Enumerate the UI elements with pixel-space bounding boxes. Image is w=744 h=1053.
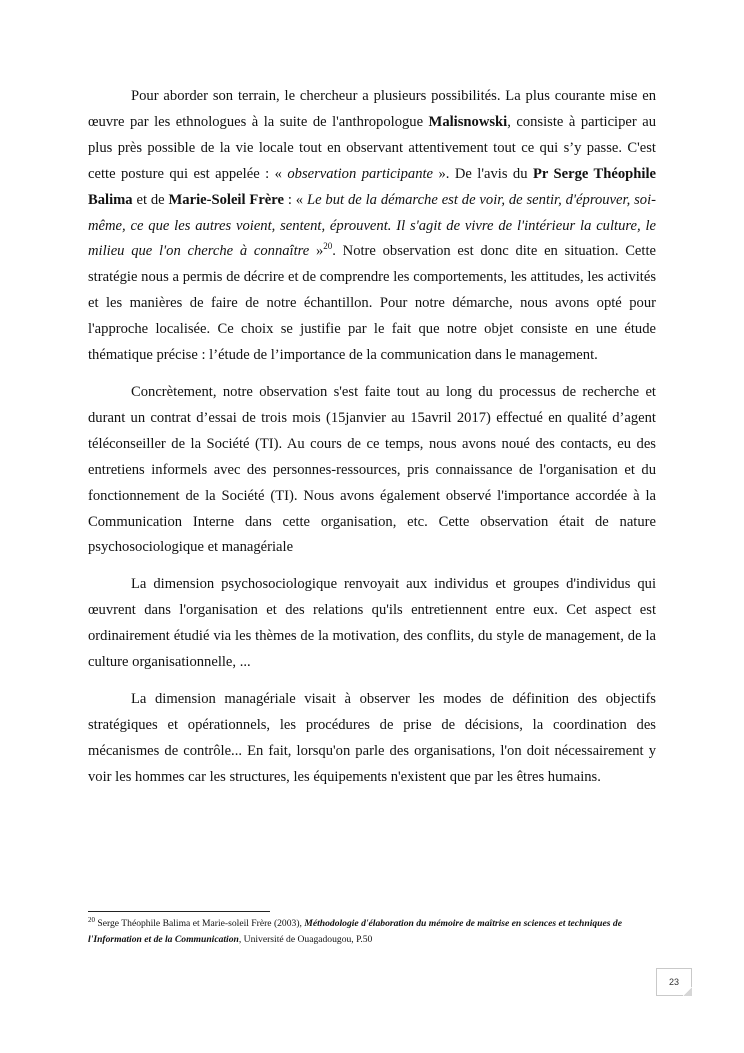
footnote-separator [88, 911, 270, 912]
bold-text: Marie-Soleil Frère [168, 191, 284, 208]
text-run: et de [132, 191, 169, 208]
page-number-box [656, 968, 692, 996]
paragraph-3 [88, 572, 656, 676]
paragraph-1 [88, 84, 656, 369]
text-run: . Notre observation est donc dite en situation. Cette stratégie nous a permis de décrire et de comprendre les comportements, les attitudes, les activités et les manières de faire de notre échantillon. Pour notre démarche, nous avons opté pour l'approche localisée. Ce choix se justifie par le fait que notre objet consiste en une étude thématique précise : l’étude de l’importance de la communication dans le management. [88, 243, 656, 364]
text-run: Concrètement, notre observation s'est faite tout au long du processus de recherche et durant un contrat d’essai de trois mois (15janvier au 15avril 2017) effectué en qualité d’agent téléconseiller de la Société (TI). Au cours de ce temps, nous avons noué des contacts, eu des entretiens informels avec des personnes-ressources, pris connaissance de l'organisation et du fonctionnement de la Société (TI). Nous avons également observé l'importance accordée à la Communication Interne dans cette organisation, etc. Cette observation était de nature psychosociologique et managériale [88, 383, 656, 556]
text-run: , consiste à participer au plus près possible de la vie locale tout en observant attentivement tout ce qui s’y passe. C'est cette posture qui est appelée : « [88, 113, 656, 182]
text-run: Pour aborder son terrain, le chercheur a plusieurs possibilités. La plus courante mise en œuvre par les ethnologues à la suite de l'anthropologue [88, 88, 656, 130]
text-run: : « [283, 191, 307, 208]
text-run: ». De l'avis du [433, 165, 533, 182]
footnote [88, 916, 656, 947]
bold-text: Malisnowski [428, 113, 508, 130]
text-run: La dimension psychosociologique renvoyait aux individus et groupes d'individus qui œuvrent dans l'organisation et des relations qu'ils entretiennent entre eux. Cet aspect est ordinairement étudié via les thèmes de la motivation, des conflits, du style de management, de la culture organisationnelle, ... [88, 576, 656, 671]
footnote-title: Méthodologie d'élaboration du mémoire de maîtrise en sciences et techniques de l'Information et de la Communication [88, 918, 622, 945]
italic-text: observation participante [287, 165, 434, 182]
footnote-author: Serge Théophile Balima et Marie-soleil Frère (2003), [95, 918, 305, 929]
footnote-number: 20 [88, 916, 95, 924]
paragraph-2 [88, 380, 656, 561]
footnote-reference: 20 [323, 241, 333, 252]
text-run: La dimension managériale visait à observer les modes de définition des objectifs stratégiques et opérationnels, les procédures de prise de décisions, la coordination des mécanismes de contrôle... En fait, lorsqu'on parle des organisations, l'on doit nécessairement y voir les hommes car les structures, les équipements n'existent que par les êtres humains. [88, 690, 656, 785]
page-number: 23 [668, 977, 679, 987]
text-run: » [309, 243, 324, 260]
document-body [88, 84, 656, 791]
italic-text: Le but de la démarche est de voir, de sentir, d'éprouver, soi-même, ce que les autres voient, sentent, éprouvent. Il s'agit de vivre de l'intérieur la culture, le milieu que l'on cherche à connaître [88, 191, 656, 260]
page-curl-icon [683, 987, 692, 996]
bold-text: Pr Serge Théophile Balima [88, 165, 656, 208]
footnote-publisher: , Université de Ouagadougou, P.50 [238, 933, 373, 945]
paragraph-4 [88, 687, 656, 791]
